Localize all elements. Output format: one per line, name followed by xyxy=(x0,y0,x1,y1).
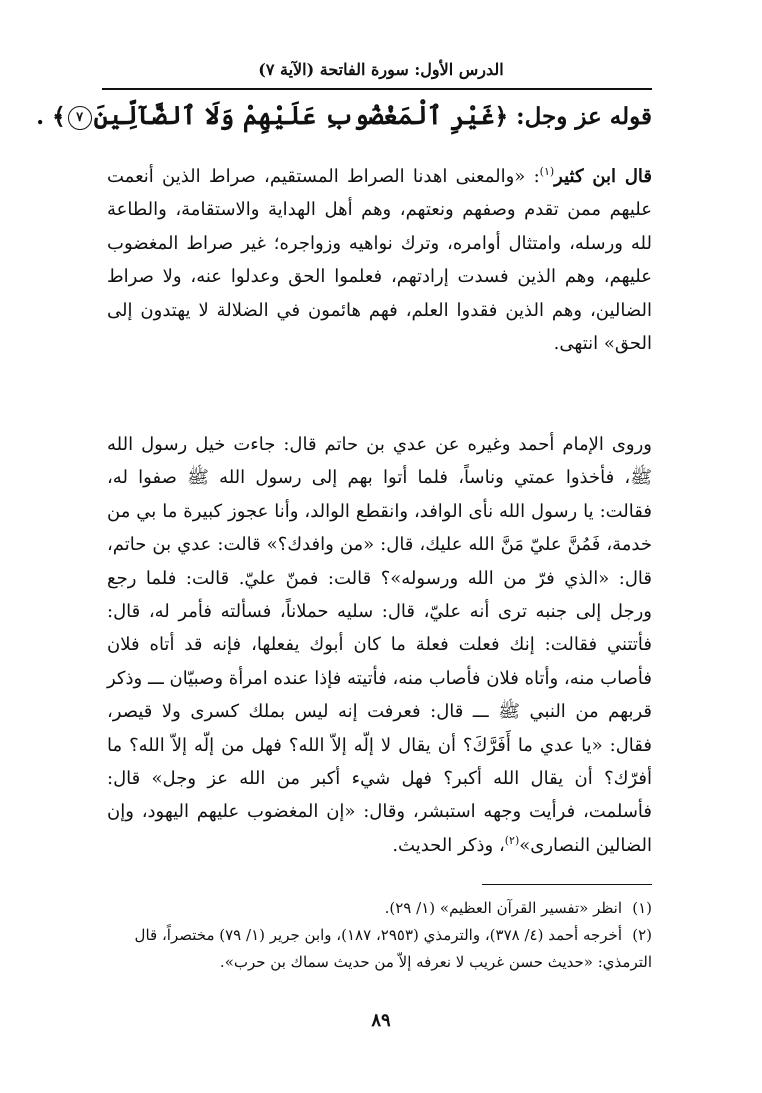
verse-text: غَيْرِ ٱلْمَغْضُوبِ عَلَيْهِمْ وَلَا ٱلضَّآلِّينَ xyxy=(93,101,495,130)
footnote-item xyxy=(107,922,652,976)
paragraph-text: وروى الإمام أحمد وغيره عن عدي بن حاتم قال: جاءت خيل رسول الله ﷺ، فأخذوا عمتي وناساً، فلما أتوا بهم إلى رسول الله ﷺ صفوا له، فقالت: يا رسول الله نأى الوافد، وانقطع الوالد، وأنا عجوز كبيرة ما بي من خدمة، فَمُنَّ عليّ مَنَّ الله عليك، قال: «من وافدك؟» قالت: عدي بن حاتم، قال: «الذي فرّ من الله ورسوله»؟ قالت: فمنّ عليّ. قالت: فلما رجع ورجل إلى جنبه ترى أنه عليّ، قال: سليه حملاناً، فسألته فأمر له، قال: فأتتني فقالت: إنك فعلت فعلة ما كان أبوك يفعلها، فإنه قد أتاه فلان فأصاب منه، وأتاه فلان فأصاب منه، فأتيته فإذا عنده امرأة وصبيّان ـــ وذكر قربهم من النبي ﷺ ـــ قال: فعرفت إنه ليس بملك كسرى ولا قيصر، فقال: «يا عدي ما أَفَرَّكَ؟ أن يقال لا إلّه إلاّ الله؟ فهل من إلّه إلاّ الله؟ ما أفرّك؟ أن يقال الله أكبر؟ فهل شيء أكبر من الله عز وجل» قال: فأسلمت، فرأيت وجهه استبشر، وقال: «إن المغضوب عليهم اليهود، وإن الضالين النصارى» xyxy=(107,434,652,856)
paragraph-tail: ، وذكر الحديث. xyxy=(392,834,505,856)
page-number: ٨٩ xyxy=(371,1010,391,1031)
verse-open-bracket: ﴿ xyxy=(494,103,509,130)
verse-heading xyxy=(36,100,652,133)
footnote-ref-1[interactable]: (١) xyxy=(539,165,555,178)
verse-intro: قوله عز وجل: xyxy=(508,103,652,130)
footnote-text: أخرجه أحمد (٤/ ٣٧٨)، والترمذي (٢٩٥٣، ١٨٧)، وابن جرير (١/ ٧٩) مختصراً، قال الترمذي: «حديث حسن غريب لا نعرفه إلاّ من حديث سماك بن حرب». xyxy=(134,926,652,971)
footnote-text: انظر «تفسير القرآن العظيم» (١/ ٢٩). xyxy=(384,899,622,917)
footnote-number: (٢) xyxy=(632,926,652,944)
ayah-number-mark: ٧ xyxy=(68,106,92,130)
paragraph-text: : «والمعنى اهدنا الصراط المستقيم، صراط الذين أنعمت عليهم ممن تقدم وصفهم ونعتهم، وهم أهل الهداية والاستقامة، والطاعة لله ورسله، وامتثال أوامره، وترك نواهيه وزواجره؛ غير صراط المغضوب عليهم، وهم الذين فسدت إرادتهم، فعلموا الحق وعدلوا عنه، ولا صراط الضالين، وهم الذين فقدوا العلم، فهم هائمون في الضلالة لا يهتدون إلى الحق» انتهى. xyxy=(107,166,652,355)
footnote-item xyxy=(107,895,652,922)
verse-close-bracket: ﴾ xyxy=(52,103,66,130)
footnote-rule xyxy=(482,884,652,885)
header-rule xyxy=(102,88,652,90)
running-header: الدرس الأول: سورة الفاتحة (الآية ٧) xyxy=(258,60,504,79)
footnote-ref-2[interactable]: (٢) xyxy=(504,833,520,847)
footnotes xyxy=(107,895,652,976)
verse-end: . xyxy=(36,103,53,130)
paragraph-lead: قال ابن كثير xyxy=(554,166,652,187)
footnote-number: (١) xyxy=(632,899,652,917)
paragraph-hadith xyxy=(107,428,652,862)
paragraph-ibn-kathir xyxy=(107,160,652,360)
